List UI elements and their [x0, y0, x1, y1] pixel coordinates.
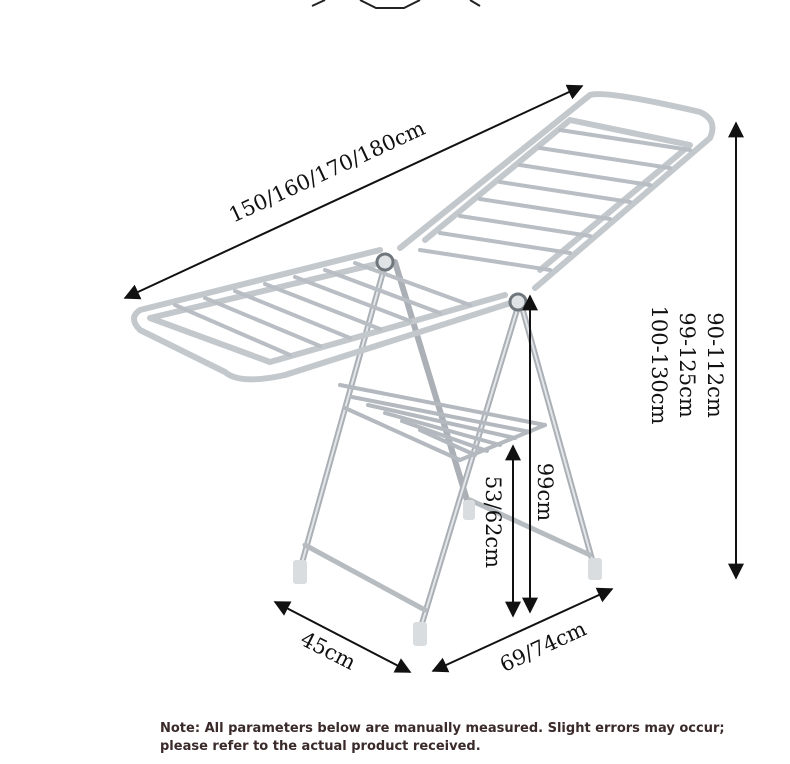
measurement-note [160, 720, 760, 756]
height-label-1: 90-112cm [703, 312, 727, 418]
rack-feet [293, 500, 602, 646]
length-label: 150/160/170/180cm [225, 115, 429, 228]
height-label-2: 99-125cm [675, 312, 699, 418]
shelf-height-label: 53/62cm [481, 475, 505, 569]
depth-label: 45cm [296, 626, 360, 675]
cropped-top-fragment [312, 0, 480, 8]
height-label-3: 100-130cm [647, 305, 671, 425]
lower-rack-height-label: 99cm [533, 462, 557, 522]
rack-legs [300, 262, 595, 630]
note-line-2: please refer to the actual product received. [160, 739, 481, 754]
rack-frame [134, 94, 712, 646]
note-line-1: Note: All parameters below are manually measured. Slight errors may occur; [160, 721, 725, 736]
width-label: 69/74cm [496, 616, 590, 677]
lower-shelf [340, 385, 545, 460]
